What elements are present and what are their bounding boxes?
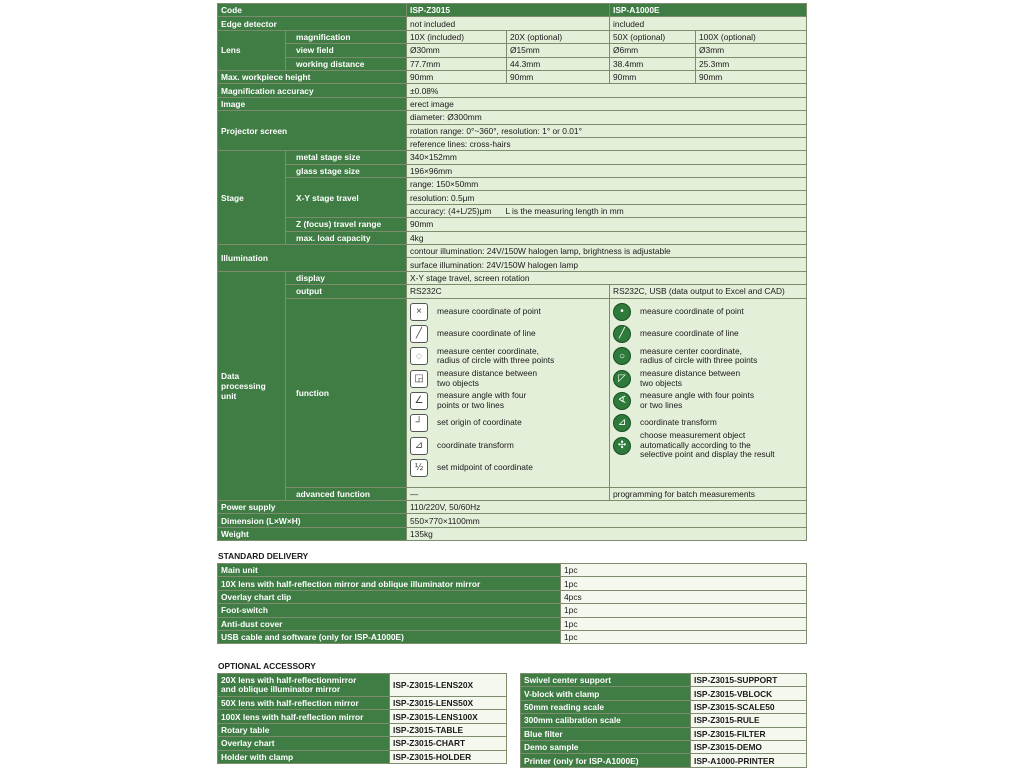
z-travel-value: 90mm — [407, 218, 807, 231]
lens-value: 100X (optional) — [696, 30, 807, 43]
function-item — [613, 367, 806, 389]
accessory-name: Holder with clamp — [218, 750, 390, 763]
table-row — [521, 674, 807, 687]
accessory-name: 300mm calibration scale — [521, 714, 691, 727]
function-item-text: measure coordinate of line — [640, 328, 739, 339]
table-row — [218, 710, 507, 723]
xy-travel-label: X-Y stage travel — [286, 178, 407, 218]
function-item — [410, 457, 609, 479]
function-item — [410, 367, 609, 389]
weight-value: 135kg — [407, 527, 807, 540]
accessory-name: Overlay chart — [218, 737, 390, 750]
auto-select-icon: ✣ — [613, 437, 631, 455]
function-item-text: coordinate transform — [640, 417, 717, 428]
edge-b: included — [610, 17, 807, 30]
delivery-item-name: 10X lens with half-reflection mirror and oblique illuminator mirror — [218, 577, 561, 590]
accessory-code: ISP-Z3015-SCALE50 — [691, 700, 807, 713]
accessory-code: ISP-Z3015-DEMO — [691, 740, 807, 753]
accessory-name: V-block with clamp — [521, 687, 691, 700]
accessory-code: ISP-Z3015-LENS50X — [390, 697, 507, 710]
midpoint-icon: ½ — [410, 459, 428, 477]
height-value: 90mm — [696, 70, 807, 83]
advanced-a: — — [407, 487, 610, 500]
illumination-row — [218, 245, 807, 258]
lens-row — [218, 57, 807, 70]
stage-label: Stage — [218, 151, 286, 245]
function-item — [410, 301, 609, 323]
illumination-label: Illumination — [218, 245, 407, 272]
load-capacity-label: max. load capacity — [286, 231, 407, 244]
image-label: Image — [218, 97, 407, 110]
dpu-row — [218, 285, 807, 298]
accuracy-label: Magnification accuracy — [218, 84, 407, 97]
metal-stage-value: 340×152mm — [407, 151, 807, 164]
lens-label: Lens — [218, 30, 286, 70]
stage-row — [218, 178, 807, 191]
metal-stage-label: metal stage size — [286, 151, 407, 164]
function-item — [410, 412, 609, 434]
glass-stage-label: glass stage size — [286, 164, 407, 177]
projector-value: diameter: Ø300mm — [407, 111, 807, 124]
angle-icon: ∠ — [410, 392, 428, 410]
lens-value: Ø3mm — [696, 44, 807, 57]
function-label: function — [286, 298, 407, 487]
function-list-b-items — [613, 301, 806, 460]
accessory-name: Printer (only for ISP-A1000E) — [521, 754, 691, 767]
delivery-item-name: USB cable and software (only for ISP-A1000E) — [218, 630, 561, 643]
distance-icon: ◲ — [410, 370, 428, 388]
accessory-name: 20X lens with half-reflectionmirror and oblique illuminator mirror — [218, 674, 390, 697]
function-item-text: measure coordinate of point — [437, 305, 541, 316]
projector-value: reference lines: cross-hairs — [407, 137, 807, 150]
code-b: ISP-A1000E — [610, 4, 807, 17]
illumination-value: contour illumination: 24V/150W halogen lamp, brightness is adjustable — [407, 245, 807, 258]
table-row — [218, 697, 507, 710]
delivery-item-qty: 1pc — [561, 617, 807, 630]
delivery-item-qty: 1pc — [561, 577, 807, 590]
accessory-name: 100X lens with half-reflection mirror — [218, 710, 390, 723]
function-list-b — [610, 298, 807, 487]
projector-label: Projector screen — [218, 111, 407, 151]
z-travel-label: Z (focus) travel range — [286, 218, 407, 231]
accuracy-row — [218, 84, 807, 97]
image-value: erect image — [407, 97, 807, 110]
height-value: 90mm — [407, 70, 507, 83]
weight-label: Weight — [218, 527, 407, 540]
lens-magnification-label: magnification — [286, 30, 407, 43]
accessory-code: ISP-Z3015-RULE — [691, 714, 807, 727]
function-item — [613, 390, 806, 412]
table-row — [521, 754, 807, 767]
weight-row — [218, 527, 807, 540]
optional-accessory-table-left — [217, 673, 507, 764]
line-icon: ╱ — [613, 325, 631, 343]
coordinate-transform-icon: ⊿ — [410, 437, 428, 455]
crosshair-point-icon: • — [613, 303, 631, 321]
code-label: Code — [218, 4, 407, 17]
function-item — [410, 323, 609, 345]
delivery-item-qty: 1pc — [561, 604, 807, 617]
table-row — [521, 687, 807, 700]
lens-value: 10X (included) — [407, 30, 507, 43]
dpu-row — [218, 271, 807, 284]
accessory-code: ISP-A1000-PRINTER — [691, 754, 807, 767]
crosshair-point-icon: × — [410, 303, 428, 321]
illumination-value: surface illumination: 24V/150W halogen lamp — [407, 258, 807, 271]
height-row — [218, 70, 807, 83]
projector-value: rotation range: 0°~360°, resolution: 1° or 0.01° — [407, 124, 807, 137]
height-value: 90mm — [610, 70, 696, 83]
output-label: output — [286, 285, 407, 298]
table-row — [521, 727, 807, 740]
lens-value: 38.4mm — [610, 57, 696, 70]
image-row — [218, 97, 807, 110]
function-item — [410, 345, 609, 367]
delivery-item-qty: 4pcs — [561, 590, 807, 603]
accessory-name: 50mm reading scale — [521, 700, 691, 713]
dpu-row — [218, 298, 807, 487]
accessory-name: Swivel center support — [521, 674, 691, 687]
specification-table — [217, 3, 807, 541]
optional-left-body — [218, 674, 507, 764]
function-item-text: set midpoint of coordinate — [437, 462, 533, 473]
code-a: ISP-Z3015 — [407, 4, 610, 17]
angle-icon: ∢ — [613, 392, 631, 410]
table-row — [218, 737, 507, 750]
xy-travel-value: range: 150×50mm — [407, 178, 807, 191]
height-label: Max. workpiece height — [218, 70, 407, 83]
accessory-code: ISP-Z3015-LENS20X — [390, 674, 507, 697]
function-item — [613, 345, 806, 367]
standard-delivery-body — [218, 564, 807, 644]
table-row — [218, 630, 807, 643]
display-label: display — [286, 271, 407, 284]
output-b: RS232C, USB (data output to Excel and CAD) — [610, 285, 807, 298]
edge-a: not included — [407, 17, 610, 30]
lens-working-distance-label: working distance — [286, 57, 407, 70]
load-capacity-value: 4kg — [407, 231, 807, 244]
table-row — [521, 714, 807, 727]
function-item-text: coordinate transform — [437, 439, 514, 450]
function-item — [613, 301, 806, 323]
dimension-label: Dimension (L×W×H) — [218, 514, 407, 527]
function-item-text: choose measurement object automatically according to the selective point and display the result — [640, 430, 775, 460]
function-item — [613, 430, 806, 460]
lens-row — [218, 44, 807, 57]
delivery-item-name: Anti-dust cover — [218, 617, 561, 630]
table-row — [521, 740, 807, 753]
accessory-code: ISP-Z3015-VBLOCK — [691, 687, 807, 700]
origin-icon: ┘ — [410, 414, 428, 432]
table-row — [218, 723, 507, 736]
lens-row — [218, 30, 807, 43]
edge-row — [218, 17, 807, 30]
table-row — [218, 604, 807, 617]
stage-row — [218, 231, 807, 244]
optional-accessory-title: OPTIONAL ACCESSORY — [218, 661, 316, 671]
circle-three-points-icon: ◌ — [410, 347, 428, 365]
accessory-name: Demo sample — [521, 740, 691, 753]
dimension-value: 550×770×1100mm — [407, 514, 807, 527]
power-row — [218, 500, 807, 513]
optional-accessory-table-right — [520, 673, 807, 768]
function-item — [410, 390, 609, 412]
lens-value: 25.3mm — [696, 57, 807, 70]
lens-value: Ø30mm — [407, 44, 507, 57]
accessory-code: ISP-Z3015-CHART — [390, 737, 507, 750]
stage-row — [218, 164, 807, 177]
function-list-a — [407, 298, 610, 487]
dpu-row — [218, 487, 807, 500]
delivery-item-name: Main unit — [218, 564, 561, 577]
height-value: 90mm — [507, 70, 610, 83]
accuracy-value: ±0.08% — [407, 84, 807, 97]
lens-value: 44.3mm — [507, 57, 610, 70]
function-item-text: measure distance between two objects — [437, 368, 538, 388]
function-item — [410, 434, 609, 456]
code-row — [218, 4, 807, 17]
display-value: X-Y stage travel, screen rotation — [407, 271, 807, 284]
output-a: RS232C — [407, 285, 610, 298]
stage-row — [218, 151, 807, 164]
projector-row — [218, 111, 807, 124]
table-row — [218, 617, 807, 630]
advanced-label: advanced function — [286, 487, 407, 500]
function-item-text: measure angle with four points or two lines — [437, 390, 527, 410]
delivery-item-qty: 1pc — [561, 564, 807, 577]
accessory-code: ISP-Z3015-LENS100X — [390, 710, 507, 723]
glass-stage-value: 196×96mm — [407, 164, 807, 177]
function-item-text: measure coordinate of point — [640, 305, 744, 316]
table-row — [218, 577, 807, 590]
function-item-text: measure coordinate of line — [437, 328, 536, 339]
lens-value: Ø6mm — [610, 44, 696, 57]
table-row — [218, 674, 507, 697]
accessory-code: ISP-Z3015-TABLE — [390, 723, 507, 736]
line-icon: ╱ — [410, 325, 428, 343]
power-value: 110/220V, 50/60Hz — [407, 500, 807, 513]
function-item-text: measure center coordinate, radius of circle with three points — [437, 345, 555, 366]
distance-icon: ◸ — [613, 370, 631, 388]
lens-value: 77.7mm — [407, 57, 507, 70]
lens-value: 20X (optional) — [507, 30, 610, 43]
power-label: Power supply — [218, 500, 407, 513]
accessory-code: ISP-Z3015-HOLDER — [390, 750, 507, 763]
optional-right-body — [521, 674, 807, 768]
accessory-name: Blue filter — [521, 727, 691, 740]
xy-travel-value: resolution: 0.5μm — [407, 191, 807, 204]
edge-label: Edge detector — [218, 17, 407, 30]
function-item-text: set origin of coordinate — [437, 417, 522, 428]
standard-delivery-title: STANDARD DELIVERY — [218, 551, 309, 561]
function-item-text: measure angle with four points or two lines — [640, 390, 755, 410]
delivery-item-qty: 1pc — [561, 630, 807, 643]
lens-value: Ø15mm — [507, 44, 610, 57]
lens-value: 50X (optional) — [610, 30, 696, 43]
accessory-name: Rotary table — [218, 723, 390, 736]
accessory-name: 50X lens with half-reflection mirror — [218, 697, 390, 710]
table-row — [521, 700, 807, 713]
table-row — [218, 750, 507, 763]
table-row — [218, 590, 807, 603]
coordinate-transform-icon: ⊿ — [613, 414, 631, 432]
accessory-code: ISP-Z3015-FILTER — [691, 727, 807, 740]
circle-three-points-icon: ○ — [613, 347, 631, 365]
dimension-row — [218, 514, 807, 527]
function-list-a-items — [410, 301, 609, 479]
advanced-b: programming for batch measurements — [610, 487, 807, 500]
function-item-text: measure distance between two objects — [640, 368, 741, 388]
delivery-item-name: Overlay chart clip — [218, 590, 561, 603]
function-item-text: measure center coordinate, radius of circle with three points — [640, 345, 758, 366]
dpu-label: Data processing unit — [218, 271, 286, 500]
stage-row — [218, 218, 807, 231]
delivery-item-name: Foot-switch — [218, 604, 561, 617]
xy-travel-value: accuracy: (4+L/25)μm L is the measuring length in mm — [407, 204, 807, 217]
standard-delivery-table — [217, 563, 807, 644]
accessory-code: ISP-Z3015-SUPPORT — [691, 674, 807, 687]
table-row — [218, 564, 807, 577]
lens-view-field-label: view field — [286, 44, 407, 57]
function-item — [613, 323, 806, 345]
